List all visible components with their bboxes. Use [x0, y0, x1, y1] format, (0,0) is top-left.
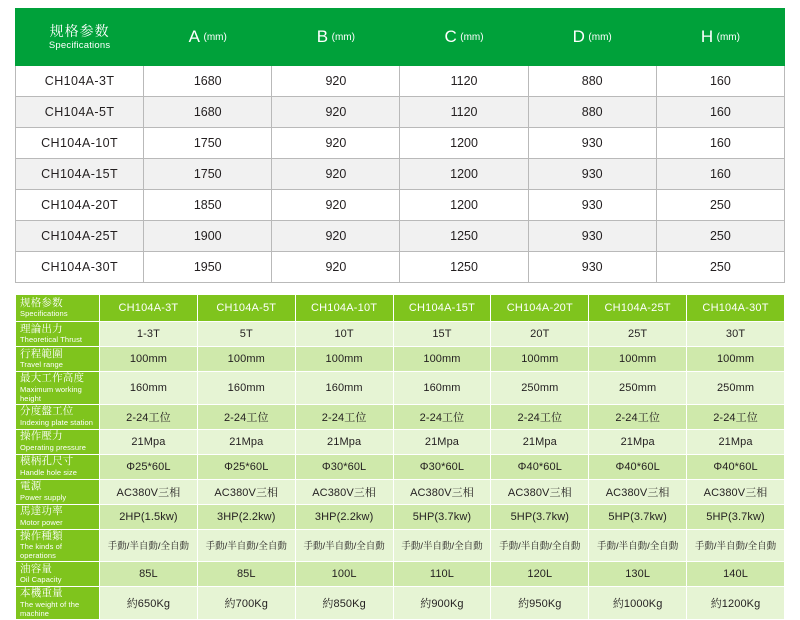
spec-table-head	[16, 295, 785, 322]
cell-h: 250	[656, 252, 784, 283]
spec-value: Φ40*60L	[687, 454, 785, 479]
spec-row-label	[16, 372, 100, 405]
spec-header-label-en: Specifications	[20, 309, 68, 319]
spec-value: 160mm	[197, 372, 295, 405]
cell-a: 1750	[144, 159, 272, 190]
spec-value: 160mm	[100, 372, 198, 405]
spec-value: 20T	[491, 322, 589, 347]
spec-value: 約1200Kg	[687, 587, 785, 620]
spec-value: 85L	[197, 562, 295, 587]
spec-value: AC380V三相	[100, 479, 198, 504]
column-h-name: H	[700, 27, 714, 46]
spec-value: Φ40*60L	[491, 454, 589, 479]
spec-value: AC380V三相	[393, 479, 491, 504]
column-header-c	[400, 9, 528, 66]
spec-value: AC380V三相	[295, 479, 393, 504]
spec-value: 21Mpa	[393, 429, 491, 454]
spec-row-motor-power	[16, 504, 785, 529]
table-row	[16, 252, 785, 283]
spec-model-header-3: CH104A-15T	[393, 295, 491, 322]
spec-value: 手動/半自動/全自動	[100, 529, 198, 562]
spec-value: 約1000Kg	[589, 587, 687, 620]
cell-b: 920	[272, 97, 400, 128]
column-d-unit: (mm)	[588, 32, 612, 43]
spec-value: 2-24工位	[295, 404, 393, 429]
cell-b: 920	[272, 159, 400, 190]
cell-c: 1250	[400, 252, 528, 283]
spec-row-label	[16, 322, 100, 347]
row-model: CH104A-20T	[16, 190, 144, 221]
spec-row-label-en: Theoretical Thrust	[20, 335, 83, 345]
specifications-label-en: Specifications	[48, 39, 111, 51]
table-row	[16, 190, 785, 221]
spec-value: 21Mpa	[491, 429, 589, 454]
spec-row-label-cn: 理論出力	[20, 322, 63, 335]
spec-value: AC380V三相	[589, 479, 687, 504]
row-model: CH104A-25T	[16, 221, 144, 252]
spec-row-label-cn: 模柄孔尺寸	[20, 455, 74, 468]
spec-row-oil-capacity	[16, 562, 785, 587]
spec-value: 250mm	[589, 372, 687, 405]
table-row	[16, 221, 785, 252]
spec-row-label-cn: 操作壓力	[20, 430, 63, 443]
cell-b: 920	[272, 221, 400, 252]
spec-table-wrapper	[0, 294, 800, 620]
row-model: CH104A-3T	[16, 66, 144, 97]
cell-h: 250	[656, 190, 784, 221]
spec-value: 2-24工位	[589, 404, 687, 429]
cell-d: 930	[528, 252, 656, 283]
spec-value: 21Mpa	[295, 429, 393, 454]
spec-value: 約650Kg	[100, 587, 198, 620]
cell-d: 930	[528, 190, 656, 221]
cell-c: 1120	[400, 97, 528, 128]
spec-value: 100mm	[100, 347, 198, 372]
table-row	[16, 97, 785, 128]
spec-value: AC380V三相	[687, 479, 785, 504]
cell-a: 1850	[144, 190, 272, 221]
spec-row-label-en: Power supply	[20, 492, 67, 502]
column-a-unit: (mm)	[203, 32, 227, 43]
spec-value: 1-3T	[100, 322, 198, 347]
spec-value: 2-24工位	[393, 404, 491, 429]
spec-row-label	[16, 529, 100, 562]
spec-value: 15T	[393, 322, 491, 347]
cell-b: 920	[272, 66, 400, 97]
spec-value: 手動/半自動/全自動	[393, 529, 491, 562]
column-header-b	[272, 9, 400, 66]
spec-header-label	[16, 295, 100, 322]
spec-value: 25T	[589, 322, 687, 347]
spec-row-label	[16, 562, 100, 587]
spec-value: 100mm	[589, 347, 687, 372]
column-c-name: C	[444, 27, 458, 46]
spec-value: 5HP(3.7kw)	[589, 504, 687, 529]
spec-model-header-0: CH104A-3T	[100, 295, 198, 322]
cell-c: 1200	[400, 159, 528, 190]
spec-value: 手動/半自動/全自動	[491, 529, 589, 562]
spec-value: 2HP(1.5kw)	[100, 504, 198, 529]
spec-row-label-cn: 馬達功率	[20, 505, 63, 518]
row-model: CH104A-10T	[16, 128, 144, 159]
spec-value: 約850Kg	[295, 587, 393, 620]
row-model: CH104A-5T	[16, 97, 144, 128]
table-row	[16, 66, 785, 97]
spec-value: 110L	[393, 562, 491, 587]
spec-row-label-en: Handle hole size	[20, 467, 78, 477]
spec-row-label-en: Motor power	[20, 517, 63, 527]
spec-row-label	[16, 479, 100, 504]
spec-row-label	[16, 347, 100, 372]
spec-value: 250mm	[687, 372, 785, 405]
spec-value: 5HP(3.7kw)	[687, 504, 785, 529]
spec-value: AC380V三相	[197, 479, 295, 504]
spec-row-label-cn: 電源	[20, 480, 42, 493]
cell-a: 1950	[144, 252, 272, 283]
spec-value: 160mm	[295, 372, 393, 405]
table-header-row	[16, 9, 785, 66]
spec-row-label-en: The kinds of operations	[20, 542, 63, 560]
column-b-unit: (mm)	[331, 32, 355, 43]
spec-value: 5HP(3.7kw)	[491, 504, 589, 529]
cell-a: 1900	[144, 221, 272, 252]
spec-value: 手動/半自動/全自動	[295, 529, 393, 562]
spec-value: 約700Kg	[197, 587, 295, 620]
column-b-name: B	[316, 27, 329, 46]
spec-value: 100mm	[491, 347, 589, 372]
spec-value: 約950Kg	[491, 587, 589, 620]
spec-value: 手動/半自動/全自動	[687, 529, 785, 562]
spec-row-theoretical-thrust	[16, 322, 785, 347]
dimensions-table-head	[16, 9, 785, 66]
spec-value: Φ40*60L	[589, 454, 687, 479]
spec-row-label-en: Indexing plate station	[20, 417, 94, 427]
cell-a: 1680	[144, 66, 272, 97]
column-a-name: A	[188, 27, 201, 46]
spec-row-power-supply	[16, 479, 785, 504]
spec-table-body	[16, 322, 785, 620]
spec-row-label-en: Travel range	[20, 360, 64, 370]
dimensions-table-body	[16, 66, 785, 283]
spec-row-label	[16, 587, 100, 620]
spec-value: 21Mpa	[687, 429, 785, 454]
spec-value: 21Mpa	[589, 429, 687, 454]
spec-header-row	[16, 295, 785, 322]
spec-value: 100L	[295, 562, 393, 587]
spec-value: 3HP(2.2kw)	[197, 504, 295, 529]
specifications-table	[15, 294, 785, 620]
spec-value: 2-24工位	[491, 404, 589, 429]
cell-d: 930	[528, 128, 656, 159]
spec-value: 手動/半自動/全自動	[589, 529, 687, 562]
spec-row-label	[16, 504, 100, 529]
column-header-d	[528, 9, 656, 66]
spec-value: 130L	[589, 562, 687, 587]
spec-row-label	[16, 454, 100, 479]
spec-row-label-cn: 行程範圍	[20, 347, 63, 360]
cell-h: 160	[656, 97, 784, 128]
spec-row-label-cn: 分度盤工位	[20, 405, 74, 418]
cell-h: 160	[656, 128, 784, 159]
cell-c: 1200	[400, 190, 528, 221]
spec-value: 約900Kg	[393, 587, 491, 620]
spec-model-header-6: CH104A-30T	[687, 295, 785, 322]
spec-model-header-1: CH104A-5T	[197, 295, 295, 322]
cell-h: 160	[656, 66, 784, 97]
row-model: CH104A-30T	[16, 252, 144, 283]
spec-value: 140L	[687, 562, 785, 587]
cell-d: 880	[528, 97, 656, 128]
spec-header-label-cn: 规格参数	[20, 296, 63, 309]
spec-value: 5HP(3.7kw)	[393, 504, 491, 529]
spec-row-label-en: The weight of the machine	[20, 599, 80, 618]
spec-value: 2-24工位	[197, 404, 295, 429]
cell-a: 1680	[144, 97, 272, 128]
spec-value: 手動/半自動/全自動	[197, 529, 295, 562]
spec-value: Φ25*60L	[197, 454, 295, 479]
spec-value: 2-24工位	[687, 404, 785, 429]
spec-value: 85L	[100, 562, 198, 587]
spec-row-label-cn: 操作種類	[20, 529, 63, 542]
cell-c: 1250	[400, 221, 528, 252]
cell-c: 1120	[400, 66, 528, 97]
cell-a: 1750	[144, 128, 272, 159]
column-header-specifications	[16, 9, 144, 66]
table-row	[16, 159, 785, 190]
cell-b: 920	[272, 128, 400, 159]
column-c-unit: (mm)	[460, 32, 484, 43]
cell-d: 930	[528, 159, 656, 190]
column-header-a	[144, 9, 272, 66]
spec-row-label	[16, 404, 100, 429]
row-model: CH104A-15T	[16, 159, 144, 190]
cell-d: 880	[528, 66, 656, 97]
spec-value: 120L	[491, 562, 589, 587]
cell-b: 920	[272, 190, 400, 221]
spec-value: 5T	[197, 322, 295, 347]
cell-b: 920	[272, 252, 400, 283]
spec-row-handle-hole-size	[16, 454, 785, 479]
spec-value: 100mm	[687, 347, 785, 372]
spec-row-machine-weight	[16, 587, 785, 620]
spec-model-header-2: CH104A-10T	[295, 295, 393, 322]
spec-row-operating-pressure	[16, 429, 785, 454]
spec-value: 100mm	[393, 347, 491, 372]
specifications-label-cn: 规格参数	[49, 22, 110, 39]
spec-row-label-cn: 本機重量	[20, 587, 63, 599]
spec-sheet-page	[0, 8, 800, 618]
column-h-unit: (mm)	[716, 32, 740, 43]
spec-row-label-en: Oil Capacity	[20, 575, 62, 585]
spec-value: 100mm	[197, 347, 295, 372]
spec-model-header-5: CH104A-25T	[589, 295, 687, 322]
spec-value: Φ30*60L	[393, 454, 491, 479]
spec-value: 100mm	[295, 347, 393, 372]
column-header-h	[656, 9, 784, 66]
spec-model-header-4: CH104A-20T	[491, 295, 589, 322]
spec-value: 3HP(2.2kw)	[295, 504, 393, 529]
spec-value: 160mm	[393, 372, 491, 405]
spec-row-label-cn: 最大工作高度	[20, 372, 85, 384]
spec-row-travel-range	[16, 347, 785, 372]
spec-value: 30T	[687, 322, 785, 347]
spec-row-label	[16, 429, 100, 454]
cell-h: 160	[656, 159, 784, 190]
spec-row-label-en: Maximum working height	[20, 384, 82, 403]
spec-value: 21Mpa	[197, 429, 295, 454]
spec-value: Φ30*60L	[295, 454, 393, 479]
spec-row-label-en: Operating pressure	[20, 442, 87, 452]
cell-c: 1200	[400, 128, 528, 159]
spec-value: 10T	[295, 322, 393, 347]
spec-value: Φ25*60L	[100, 454, 198, 479]
dimensions-table	[15, 8, 785, 283]
cell-h: 250	[656, 221, 784, 252]
spec-row-label-cn: 油容量	[20, 562, 53, 575]
cell-d: 930	[528, 221, 656, 252]
spec-value: AC380V三相	[491, 479, 589, 504]
table-row	[16, 128, 785, 159]
spec-value: 21Mpa	[100, 429, 198, 454]
spec-row-kinds-of-operations	[16, 529, 785, 562]
spec-row-indexing-plate-station	[16, 404, 785, 429]
spec-value: 2-24工位	[100, 404, 198, 429]
spec-value: 250mm	[491, 372, 589, 405]
spec-row-max-working-height	[16, 372, 785, 405]
column-d-name: D	[572, 27, 586, 46]
